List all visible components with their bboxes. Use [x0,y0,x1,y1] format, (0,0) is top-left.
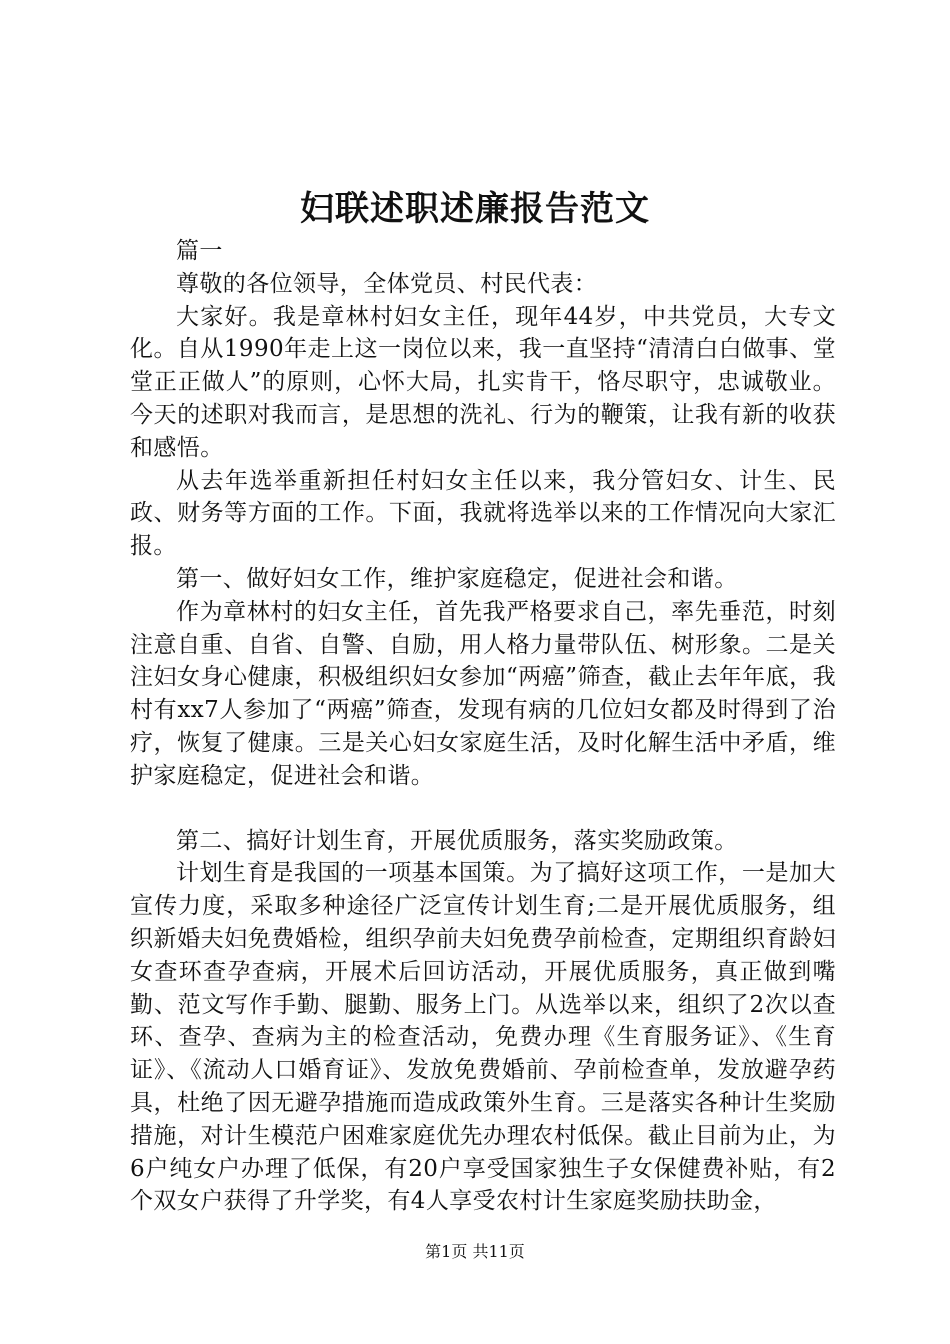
paragraph-part-two: 计划生育是我国的一项基本国策。为了搞好这项工作，一是加大宣传力度，采取多种途径广泛宣传计划生育;二是开展优质服务，组织新婚夫妇免费婚检，组织孕前夫妇免费孕前检查，定期组织育龄妇女查环查孕查病，开展术后回访活动，开展优质服务，真正做到嘴勤、范文写作手勤、腿勤、服务上门。从选举以来，组织了2次以查环、查孕、查病为主的检查活动，免费办理《生育服务证》、《生育证》、《流动人口婚育证》、发放免费婚前、孕前检查单，发放避孕药具，杜绝了因无避孕措施而造成政策外生育。三是落实各种计生奖励措施，对计生模范户困难家庭优先办理农村低保。截止目前为止，为6户纯女户办理了低保，有20户享受国家独生子女保健费补贴，有2个双女户获得了升学奖，有4人享受农村计生家庭奖励扶助金， [130,860,836,1215]
section-label: 篇一 [176,238,223,264]
heading-part-one: 第一、做好妇女工作，维护家庭稳定，促进社会和谐。 [176,565,738,592]
page-footer: 第1页 共11页 [425,1242,525,1261]
document-title: 妇联述职述廉报告范文 [300,189,650,229]
paragraph-overview: 从去年选举重新担任村妇女主任以来，我分管妇女、计生、民政、财务等方面的工作。下面，我就将选举以来的工作情况向大家汇报。 [130,467,836,560]
paragraph-part-one: 作为章林村的妇女主任，首先我严格要求自己，率先垂范，时刻注意自重、自省、自警、自励，用人格力量带队伍、树形象。二是关注妇女身心健康，积极组织妇女参加“两癌”筛查，截止去年年底，我村有xx7人参加了“两癌”筛查，发现有病的几位妇女都及时得到了治疗，恢复了健康。三是关心妇女家庭生活，及时化解生活中矛盾，维护家庭稳定，促进社会和谐。 [130,598,836,789]
document-body [130,235,836,1218]
heading-part-two: 第二、搞好计划生育，开展优质服务，落实奖励政策。 [176,827,738,854]
paragraph-intro: 大家好。我是章林村妇女主任，现年44岁，中共党员，大专文化。自从1990年走上这一岗位以来，我一直坚持“清清白白做事、堂堂正正做人”的原则，心怀大局，扎实肯干，恪尽职守，忠诚敬业。今天的述职对我而言，是思想的洗礼、行为的鞭策，让我有新的收获和感悟。 [130,303,836,461]
salutation: 尊敬的各位领导，全体党员、村民代表： [176,270,598,297]
